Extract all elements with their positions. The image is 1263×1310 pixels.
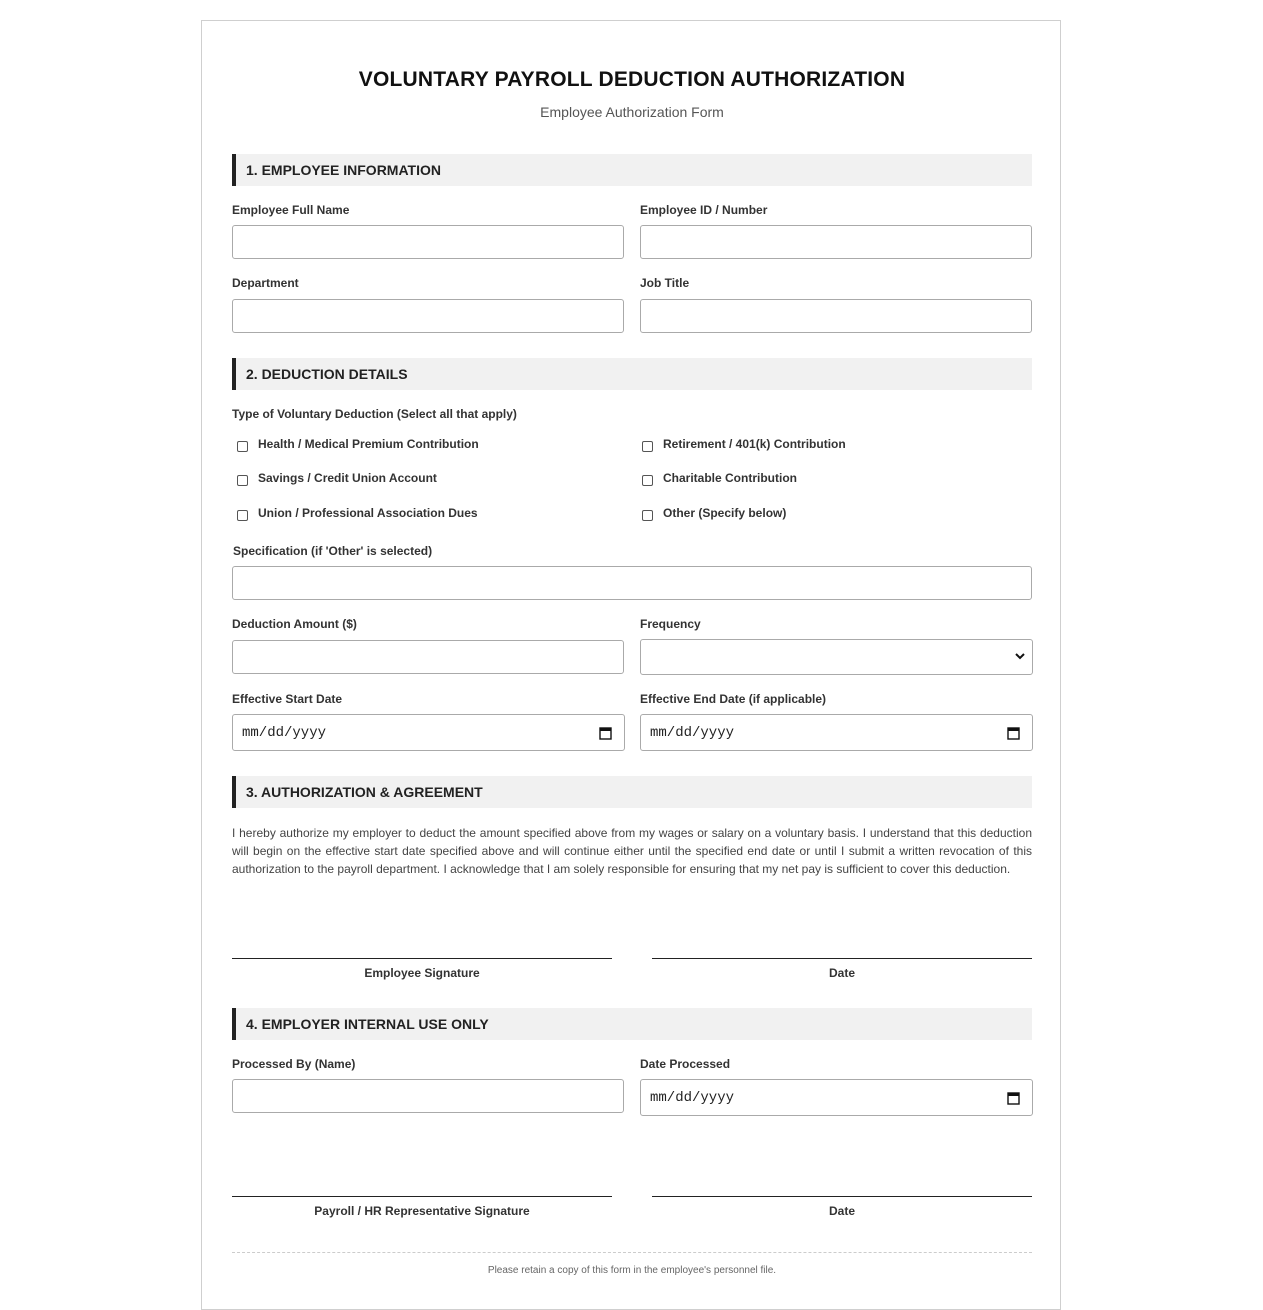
deduction-amount-input[interactable] [232,640,624,674]
option-charitable[interactable] [642,469,797,486]
checkbox[interactable] [237,510,248,521]
option-label: Health / Medical Premium Contribution [258,436,479,451]
deduction-type-label: Type of Voluntary Deduction (Select all that apply) [232,407,517,421]
option-label: Other (Specify below) [663,505,787,520]
checkbox[interactable] [642,441,653,452]
employee-id-label: Employee ID / Number [640,203,768,217]
hr-date-label: Date [828,1204,855,1218]
chevron-down-icon [1014,650,1026,662]
employee-full-name-label: Employee Full Name [232,203,350,217]
form-sheet [201,20,1061,1310]
job-title-label: Job Title [640,276,690,290]
authorization-text: I hereby authorize my employer to deduct the amount specified above from my wages or salary on a voluntary basis. I understand that this deduction will begin on the effective start date specified above and will continue either until the specified end date or until I submit a written revocation of this authorization to the payroll department. I acknowledge that I am solely responsible for ensuring that my net pay is sufficient to cover this deduction. [232,826,1032,876]
specification-label: Specification (if 'Other' is selected) [233,544,433,558]
start-date-label: Effective Start Date [232,692,343,706]
form-title: VOLUNTARY PAYROLL DEDUCTION AUTHORIZATION [358,68,906,91]
calendar-icon[interactable] [1007,1091,1020,1105]
checkbox[interactable] [237,475,248,486]
processed-by-input[interactable] [232,1079,624,1113]
option-label: Retirement / 401(k) Contribution [663,436,846,451]
checkbox[interactable] [642,510,653,521]
section-deduction-details-heading: 2. DEDUCTION DETAILS [232,358,1032,390]
end-date-input[interactable] [640,714,1033,751]
checkbox[interactable] [642,475,653,486]
employee-full-name-input[interactable] [232,225,624,259]
form-subtitle: Employee Authorization Form [540,104,724,120]
calendar-icon[interactable] [1007,726,1020,740]
option-label: Charitable Contribution [663,470,797,485]
frequency-label: Frequency [640,617,701,631]
section-authorization-heading: 3. AUTHORIZATION & AGREEMENT [232,776,1032,808]
specification-input[interactable] [232,566,1032,600]
option-label: Savings / Credit Union Account [258,470,437,485]
deduction-amount-label: Deduction Amount ($) [232,617,357,631]
checkbox[interactable] [237,441,248,452]
hr-date-line[interactable] [652,1196,1032,1197]
hr-signature-label: Payroll / HR Representative Signature [314,1204,530,1218]
option-label: Union / Professional Association Dues [258,505,478,520]
frequency-select[interactable] [640,639,1033,675]
footer-note: Please retain a copy of this form in the employee's personnel file. [487,1265,777,1276]
job-title-input[interactable] [640,299,1032,333]
option-retirement-401k[interactable] [642,435,846,452]
start-date-input[interactable] [232,714,625,751]
hr-signature-line[interactable] [232,1196,612,1197]
department-input[interactable] [232,299,624,333]
employee-signature-line[interactable] [232,958,612,959]
option-union-dues[interactable] [237,504,478,521]
date-placeholder: mm/dd/yyyy [650,725,735,741]
calendar-icon[interactable] [599,726,612,740]
date-processed-input[interactable] [640,1079,1033,1116]
employee-date-line[interactable] [652,958,1032,959]
section-employer-use-heading: 4. EMPLOYER INTERNAL USE ONLY [232,1008,1032,1040]
end-date-label: Effective End Date (if applicable) [640,692,827,706]
option-savings-credit-union[interactable] [237,469,437,486]
option-other[interactable] [642,504,786,521]
processed-by-label: Processed By (Name) [232,1057,356,1071]
date-placeholder: mm/dd/yyyy [650,1090,735,1106]
date-placeholder: mm/dd/yyyy [242,725,327,741]
employee-id-input[interactable] [640,225,1032,259]
option-health-medical[interactable] [237,435,479,452]
department-label: Department [232,276,299,290]
employee-signature-label: Employee Signature [364,966,480,980]
employee-date-label: Date [828,966,855,980]
section-employee-information-heading: 1. EMPLOYEE INFORMATION [232,154,1032,186]
date-processed-label: Date Processed [640,1057,731,1071]
footer-divider [232,1252,1032,1253]
